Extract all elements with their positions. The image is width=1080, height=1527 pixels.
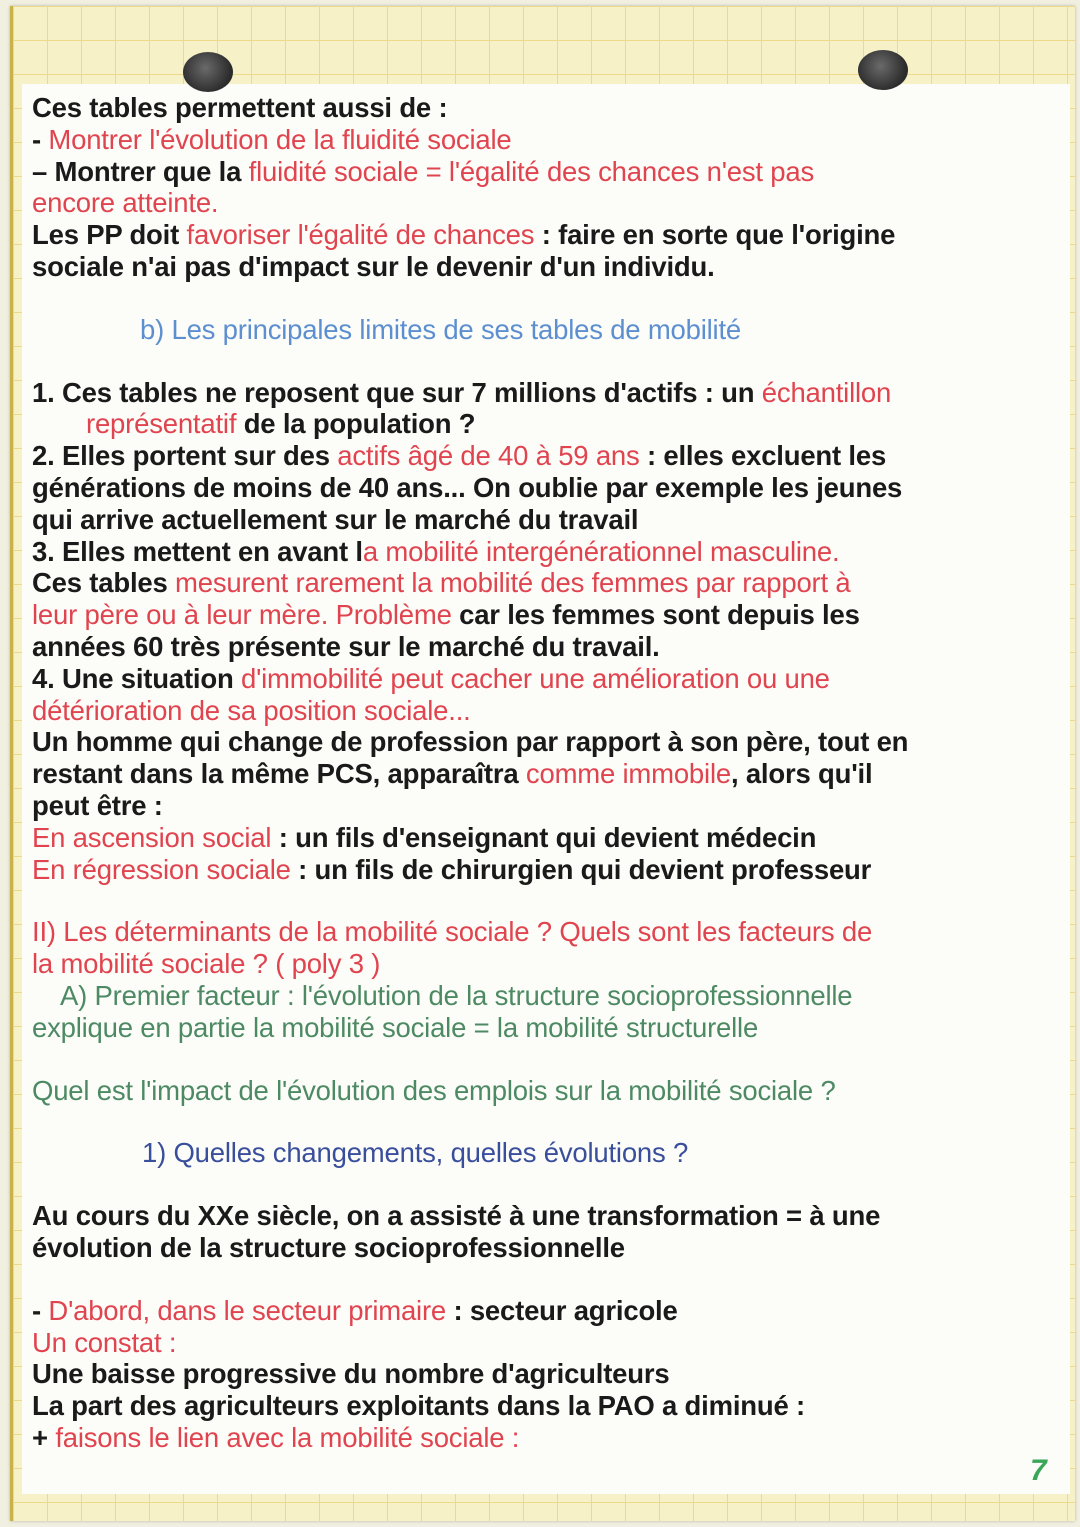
text-line: sociale n'ai pas d'impact sur le devenir d'un individu.: [32, 250, 715, 282]
page-number: 7: [1030, 1454, 1047, 1487]
punch-hole-right: [858, 50, 908, 90]
text-line: + faisons le lien avec la mobilité sociale :: [32, 1421, 520, 1453]
subsection-a: A) Premier facteur : l'évolution de la structure socioprofessionnelle: [60, 979, 853, 1011]
section-title: II) Les déterminants de la mobilité sociale ? Quels sont les facteurs de: [32, 916, 873, 948]
text-line: représentatif de la population ?: [86, 408, 476, 440]
subheading-1: 1) Quelles changements, quelles évolutions ?: [142, 1137, 689, 1169]
text-line: peut être :: [32, 789, 163, 821]
text-line: leur père ou à leur mère. Problème car les femmes sont depuis les: [32, 599, 860, 631]
text-line: - D'abord, dans le secteur primaire : secteur agricole: [32, 1294, 678, 1326]
subheading-b: b) Les principales limites de ses tables de mobilité: [140, 313, 742, 345]
subsection-a: explique en partie la mobilité sociale = la mobilité structurelle: [32, 1011, 759, 1043]
text-line: 3. Elles mettent en avant la mobilité intergénérationnel masculine.: [32, 535, 840, 567]
question-line: Quel est l'impact de l'évolution des emplois sur la mobilité sociale ?: [32, 1074, 836, 1106]
text-line: En régression sociale : un fils de chirurgien qui devient professeur: [32, 853, 872, 885]
text-line: qui arrive actuellement sur le marché du travail: [32, 503, 639, 535]
text-line: En ascension social : un fils d'enseignant qui devient médecin: [32, 821, 817, 853]
text-line: La part des agriculteurs exploitants dans la PAO a diminué :: [32, 1390, 805, 1422]
text-line: années 60 très présente sur le marché du travail.: [32, 630, 660, 662]
text-line: Ces tables mesurent rarement la mobilité des femmes par rapport à: [32, 567, 851, 599]
notes-content: [32, 92, 1062, 1454]
text-line: Une baisse progressive du nombre d'agriculteurs: [32, 1358, 670, 1390]
text-line: restant dans la même PCS, apparaîtra comme immobile, alors qu'il: [32, 758, 873, 790]
text-line: évolution de la structure socioprofessionnelle: [32, 1231, 625, 1263]
text-line: générations de moins de 40 ans... On oublie par exemple les jeunes: [32, 471, 903, 503]
text-line: Au cours du XXe siècle, on a assisté à une transformation = à une: [32, 1200, 881, 1232]
text-line: Les PP doit favoriser l'égalité de chances : faire en sorte que l'origine: [32, 219, 896, 251]
punch-hole-left: [183, 52, 233, 92]
text-line: 2. Elles portent sur des actifs âgé de 40 à 59 ans : elles excluent les: [32, 440, 887, 472]
text-line: 4. Une situation d'immobilité peut cacher une amélioration ou une: [32, 662, 830, 694]
text-line: encore atteinte.: [32, 187, 219, 219]
text-line: Un homme qui change de profession par rapport à son père, tout en: [32, 726, 909, 758]
text-line: Ces tables permettent aussi de :: [32, 92, 448, 123]
text-line: détérioration de sa position sociale...: [32, 694, 471, 726]
text-line: – Montrer que la fluidité sociale = l'égalité des chances n'est pas: [32, 155, 815, 187]
text-line: Un constat :: [32, 1326, 177, 1358]
text-line: 1. Ces tables ne reposent que sur 7 millions d'actifs : un échantillon: [32, 376, 892, 408]
section-title: la mobilité sociale ? ( poly 3 ): [32, 948, 381, 980]
text-line: - Montrer l'évolution de la fluidité sociale: [32, 123, 512, 155]
